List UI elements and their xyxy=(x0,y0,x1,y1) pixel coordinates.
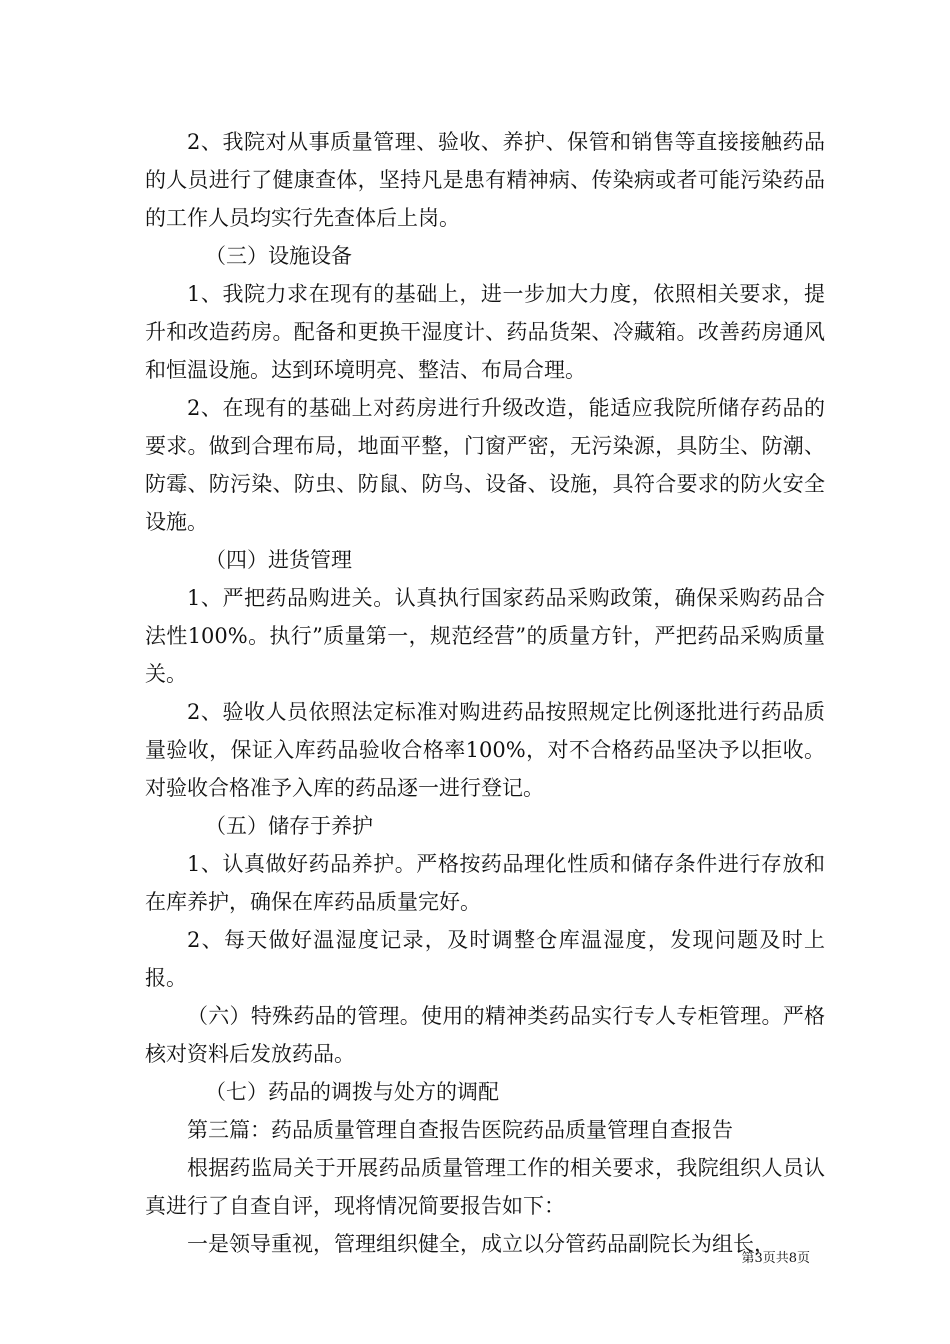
paragraph-purchase-control: 1、严把药品购进关。认真执行国家药品采购政策，确保采购药品合法性100%。执行”质量第一，规范经营”的质量方针，严把药品采购质量关。 xyxy=(145,586,825,686)
paragraph-pharmacy-upgrade: 1、我院力求在现有的基础上，进一步加大力度，依照相关要求，提升和改造药房。配备和更换干湿度计、药品货架、冷藏箱。改善药房通风和恒温设施。达到环境明亮、整洁、布局合理。 xyxy=(145,282,825,382)
paragraph-acceptance-inspection: 2、验收人员依照法定标准对购进药品按照规定比例逐批进行药品质量验收，保证入库药品验收合格率100%，对不合格药品坚决予以拒收。对验收合格准予入库的药品逐一进行登记。 xyxy=(145,700,825,800)
heading-purchase-management: （四）进货管理 xyxy=(205,548,352,572)
paragraph-pharmacy-renovation: 2、在现有的基础上对药房进行升级改造，能适应我院所储存药品的要求。做到合理布局，地面平整，门窗严密，无污染源，具防尘、防潮、防霉、防污染、防虫、防鼠、防鸟、设备、设施，具符合要求的防火安全设施。 xyxy=(145,396,825,534)
document-body xyxy=(145,123,825,1263)
page-number-footer: 第3页共8页 xyxy=(741,1251,810,1266)
heading-facilities: （三）设施设备 xyxy=(205,244,352,268)
paragraph-drug-maintenance: 1、认真做好药品养护。严格按药品理化性质和储存条件进行存放和在库养护，确保在库药品质量完好。 xyxy=(145,852,825,914)
paragraph-special-drugs: （六）特殊药品的管理。使用的精神类药品实行专人专柜管理。严格核对资料后发放药品。 xyxy=(145,1004,825,1066)
paragraph-temperature-humidity: 2、每天做好温湿度记录，及时调整仓库温湿度，发现问题及时上报。 xyxy=(145,928,825,990)
paragraph-staff-health-check: 2、我院对从事质量管理、验收、养护、保管和销售等直接接触药品的人员进行了健康查体，坚持凡是患有精神病、传染病或者可能污染药品的工作人员均实行先查体后上岗。 xyxy=(145,130,825,230)
paragraph-leadership: 一是领导重视，管理组织健全，成立以分管药品副院长为组长， xyxy=(187,1232,775,1256)
paragraph-chapter-three-title: 第三篇：药品质量管理自查报告医院药品质量管理自查报告 xyxy=(187,1118,733,1142)
heading-drug-allocation: （七）药品的调拨与处方的调配 xyxy=(205,1080,499,1104)
heading-storage-maintenance: （五）储存于养护 xyxy=(205,814,373,838)
paragraph-report-intro: 根据药监局关于开展药品质量管理工作的相关要求，我院组织人员认真进行了自查自评，现将情况简要报告如下： xyxy=(145,1156,825,1218)
